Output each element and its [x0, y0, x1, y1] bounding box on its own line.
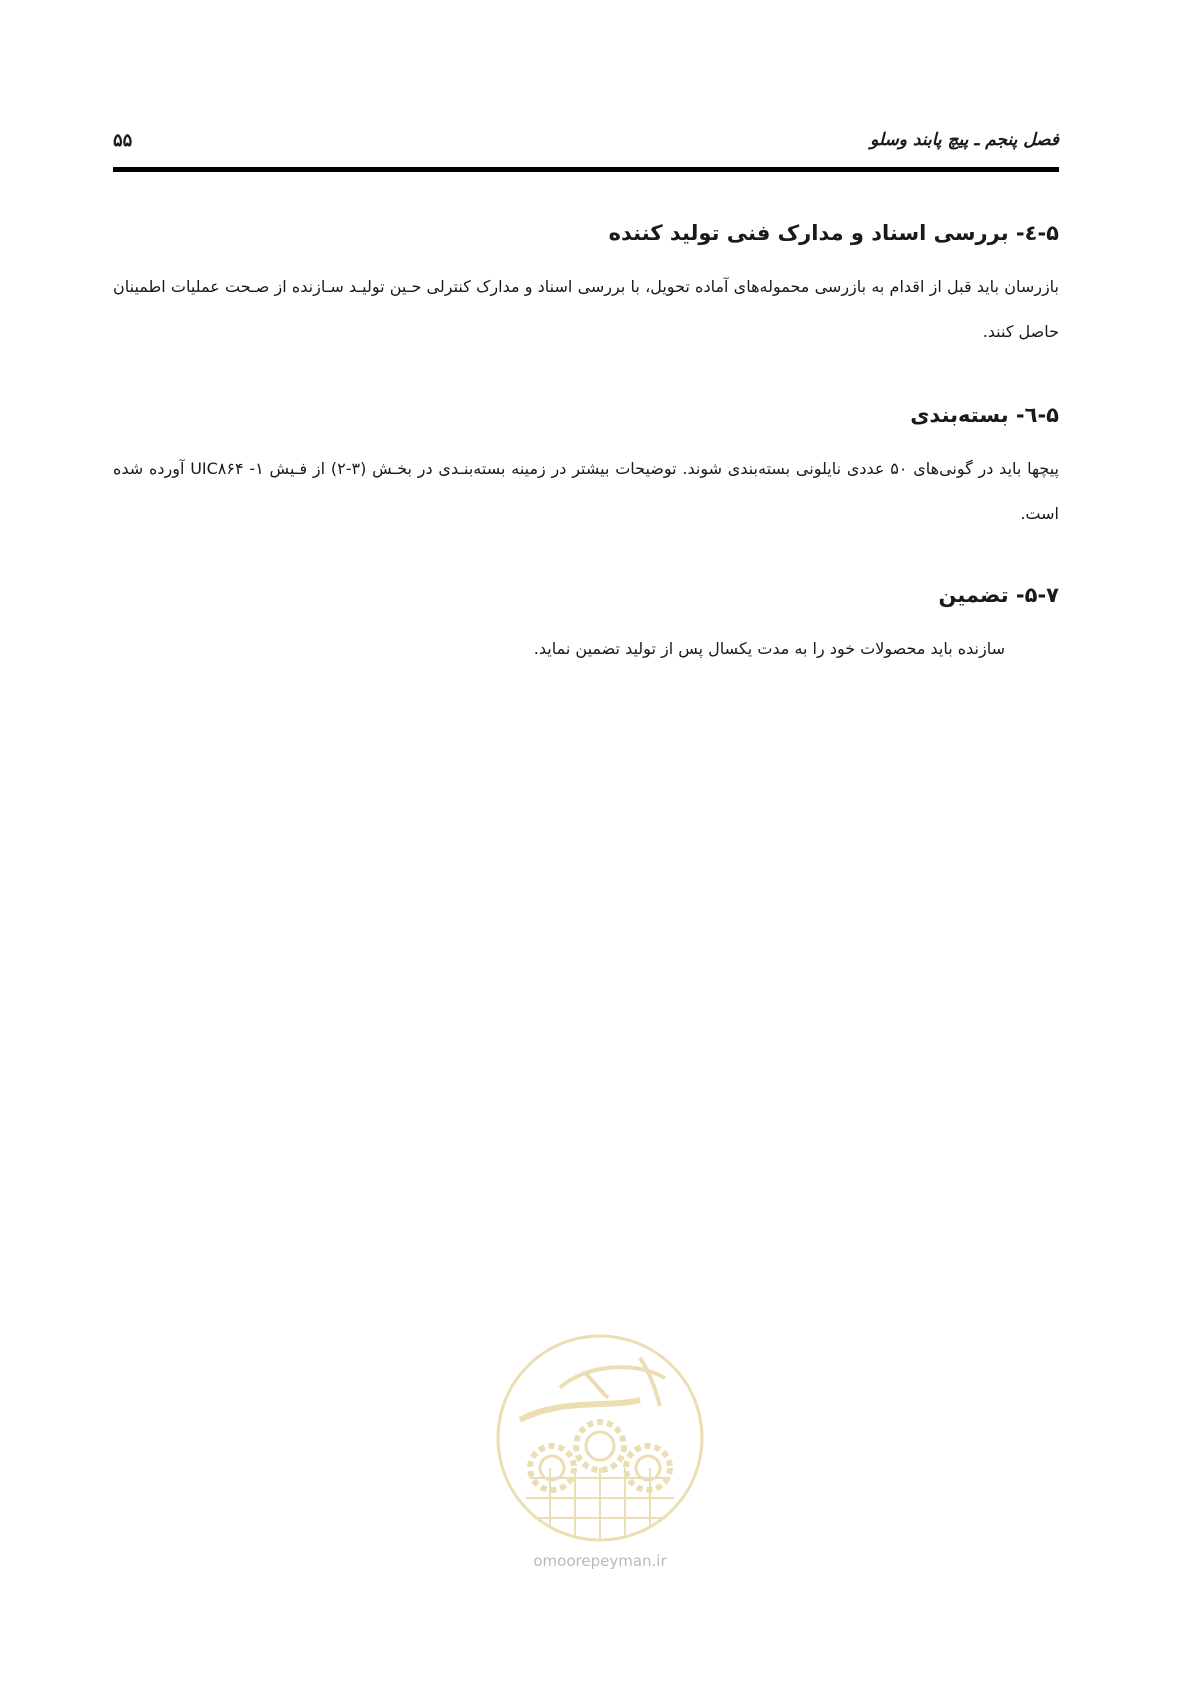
section-body: سازنده باید محصولات خود را به مدت یکسال پس از تولید تضمین نماید.: [533, 639, 1005, 658]
section-documents-review: [113, 218, 1059, 354]
section-heading: ۵-۷- تضمین: [938, 583, 1059, 607]
header-divider: [113, 167, 1059, 172]
section-packaging: [113, 400, 1059, 536]
page-number: ۵۵: [113, 130, 133, 151]
section-heading: ۵-٤- بررسی اسناد و مدارک فنی تولید کننده: [608, 221, 1059, 245]
watermark-caption: omoorepeyman.ir: [533, 1552, 667, 1570]
section-heading: ۵-٦- بسته‌بندی: [910, 403, 1059, 427]
chapter-title: فصل پنجم ـ پیچ پابند وسلو: [870, 130, 1059, 150]
page-header: [113, 128, 1059, 158]
watermark-logo: [490, 1328, 710, 1548]
section-body: بازرسان باید قبل از اقدام به بازرسی محموله‌های آماده تحویل، با بررسی اسناد و مدارک کنترلی حـین تولیـد سـازنده از صـحت عملیات اطمینان حاصل کنند.: [113, 277, 1059, 341]
section-warranty: [113, 580, 1059, 671]
section-body: پیچها باید در گونی‌های ۵۰ عددی نایلونی بسته‌بندی شوند. توضیحات بیشتر در زمینه بسته‌بنـدی در بخـش (۳-۲) از فـیش ۱- UIC۸۶۴ آورده شده است.: [113, 459, 1060, 523]
